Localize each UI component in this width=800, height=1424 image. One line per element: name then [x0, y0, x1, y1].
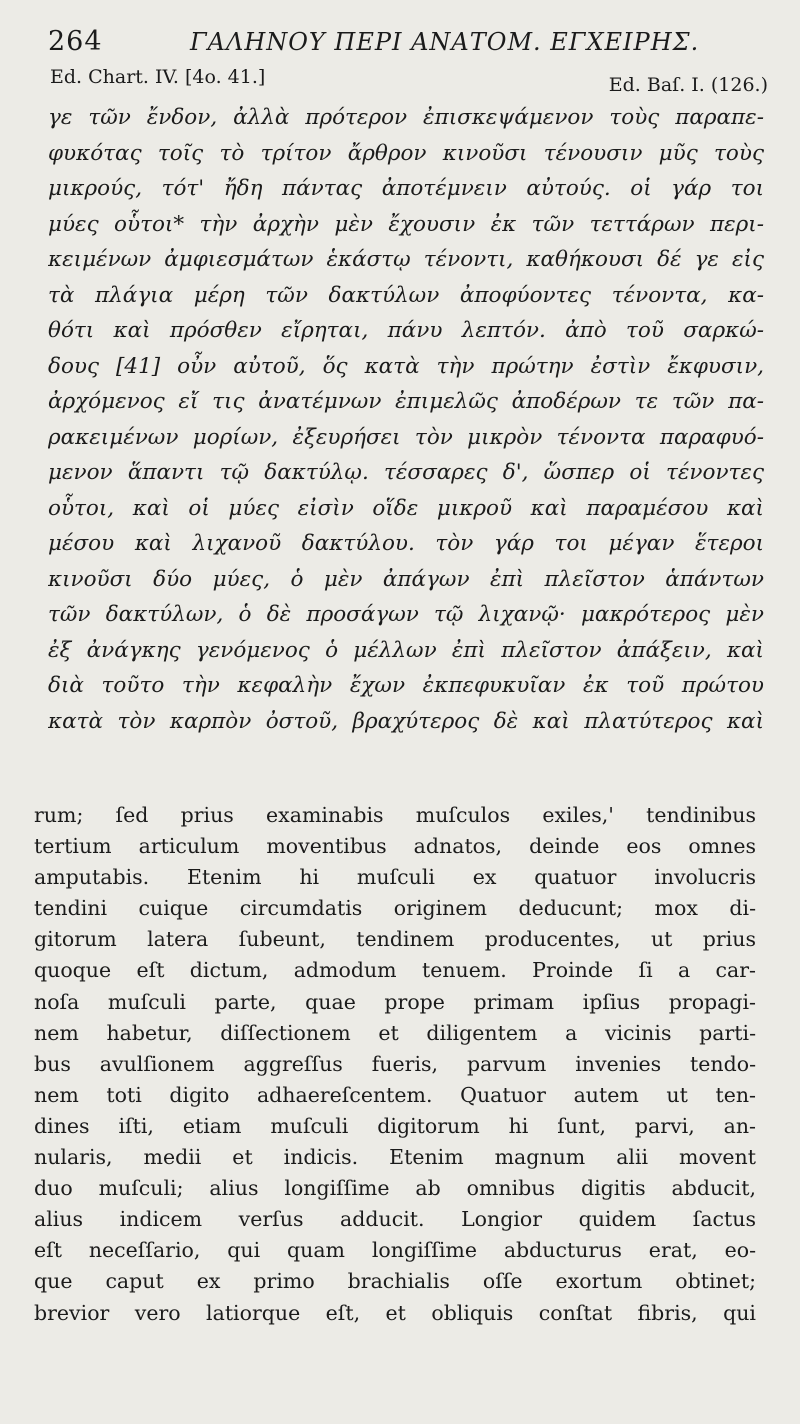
latin-text-block: [34, 800, 756, 1329]
running-title: ΓΑΛΗΝΟΥ ΠΕΡΙ ΑΝΑΤΟΜ. ΕΓΧΕΙΡΗΣ.: [190, 28, 700, 56]
latin-line: alius indicem verſus adducit. Longior quidem ſactus: [34, 1207, 756, 1232]
greek-line: φυκότας τοῖς τὸ τρίτον ἄρθρον κινοῦσι τένουσιν μῦς τοὺς: [48, 140, 764, 166]
greek-line: ρακειμένων μορίων, ἐξευρήσει τὸν μικρὸν τένοντα παραφυό-: [48, 424, 764, 450]
greek-line: κατὰ τὸν καρπὸν ὀστοῦ, βραχύτερος δὲ καὶ πλατύτερος καὶ: [48, 708, 764, 734]
greek-line: οὗτοι, καὶ οἱ μύες εἰσὶν οἵδε μικροῦ καὶ παραμέσου καὶ: [48, 495, 764, 521]
greek-line: τῶν δακτύλων, ὁ δὲ προσάγων τῷ λιχανῷ· μακρότερος μὲν: [48, 602, 764, 627]
latin-line: nularis, medii et indicis. Etenim magnum alii movent: [34, 1145, 756, 1170]
latin-line: gitorum latera ſubeunt, tendinem producentes, ut prius: [34, 927, 756, 952]
greek-line: τὰ πλάγια μέρη τῶν δακτύλων ἀποφύοντες τένοντα, κα-: [48, 282, 764, 308]
latin-line: bus avulſionem aggreſſus fueris, parvum invenies tendo-: [34, 1051, 756, 1076]
greek-line: μενον ἅπαντι τῷ δακτύλῳ. τέσσαρες δ', ὥσπερ οἱ τένοντες: [48, 460, 764, 485]
greek-text-block: [48, 100, 764, 739]
latin-line: nem toti digito adhaereſcentem. Quatuor autem ut ten-: [34, 1082, 756, 1107]
latin-line: noſa muſculi parte, quae prope primam ipſius propagi-: [34, 989, 756, 1014]
greek-line: γε τῶν ἔνδον, ἀλλὰ πρότερον ἐπισκεψάμενον τοὺς παραπε-: [48, 105, 764, 130]
greek-line: μύες οὗτοι* τὴν ἀρχὴν μὲν ἔχουσιν ἐκ τῶν τεττάρων περι-: [48, 211, 764, 237]
greek-line: θότι καὶ πρόσθεν εἴρηται, πάνυ λεπτόν. ἀπὸ τοῦ σαρκώ-: [48, 318, 764, 343]
latin-line: eſt neceſſario, qui quam longiſſime abducturus erat, eo-: [34, 1238, 756, 1263]
greek-line: κειμένων ἀμφιεσμάτων ἑκάστῳ τένοντι, καθήκουσι δέ γε εἰς: [48, 247, 764, 272]
greek-line: δους [41] οὖν αὐτοῦ, ὅς κατὰ τὴν πρώτην ἐστὶν ἔκφυσιν,: [48, 353, 764, 379]
greek-line: μέσου καὶ λιχανοῦ δακτύλου. τὸν γάρ τοι μέγαν ἕτεροι: [48, 531, 764, 556]
greek-line: διὰ τοῦτο τὴν κεφαλὴν ἔχων ἐκπεφυκυῖαν ἐκ τοῦ πρώτου: [48, 673, 764, 698]
greek-line: ἐξ ἀνάγκης γενόμενος ὁ μέλλων ἐπὶ πλεῖστον ἀπάξειν, καὶ: [48, 637, 764, 663]
greek-line: ἀρχόμενος εἴ τις ἀνατέμνων ἐπιμελῶς ἀποδέρων τε τῶν πα-: [48, 389, 764, 414]
page-header: [42, 22, 762, 62]
latin-line: amputabis. Etenim hi muſculi ex quatuor involucris: [34, 865, 756, 890]
page-number: 264: [48, 26, 103, 57]
latin-line: quoque eſt dictum, admodum tenuem. Proinde ſi a car-: [34, 958, 756, 983]
edition-basel-reference: Ed. Baſ. I. (126.): [608, 74, 768, 96]
edition-references: [50, 66, 768, 96]
latin-line: nem habetur, diſſectionem et diligentem a vicinis parti-: [34, 1020, 756, 1045]
greek-line: μικρούς, τότ' ἤδη πάντας ἀποτέμνειν αὐτούς. οἱ γάρ τοι: [48, 176, 764, 201]
latin-line: rum; ſed prius examinabis muſculos exiles,' tendinibus: [34, 803, 756, 827]
greek-line: κινοῦσι δύο μύες, ὁ μὲν ἀπάγων ἐπὶ πλεῖστον ἁπάντων: [48, 566, 764, 592]
latin-line: que caput ex primo brachialis oſſe exortum obtinet;: [34, 1269, 756, 1294]
latin-line: brevior vero latiorque eſt, et obliquis conſtat fibris, qui: [34, 1300, 756, 1325]
latin-line: duo muſculi; alius longiſſime ab omnibus digitis abducit,: [34, 1176, 756, 1201]
latin-line: tertium articulum moventibus adnatos, deinde eos omnes: [34, 834, 756, 859]
edition-chart-reference: Ed. Chart. IV. [4o. 41.]: [50, 66, 266, 88]
latin-line: tendini cuique circumdatis originem deducunt; mox di-: [34, 896, 756, 921]
latin-line: dines iſti, etiam muſculi digitorum hi ſunt, parvi, an-: [34, 1113, 756, 1138]
